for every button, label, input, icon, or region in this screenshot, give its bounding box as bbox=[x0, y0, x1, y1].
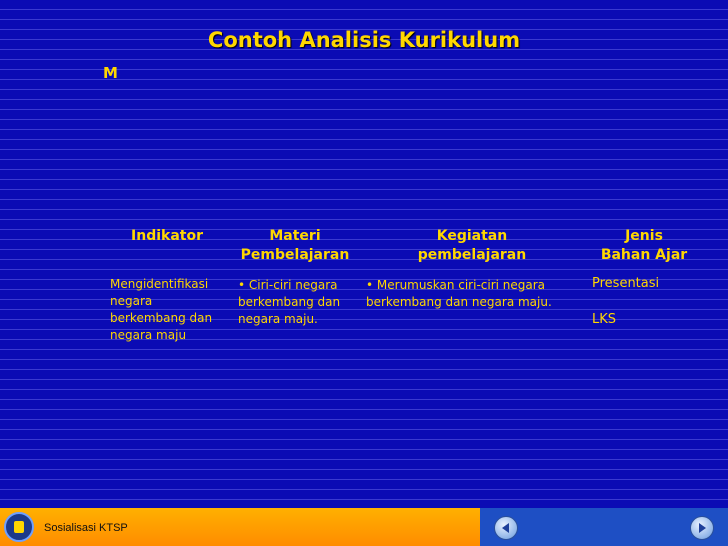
cell-kegiatan-line: Merumuskan ciri-ciri negara bbox=[376, 278, 546, 292]
cell-materi-line: Ciri-ciri negara bbox=[248, 278, 338, 292]
header-jenis-line2: Bahan Ajar bbox=[600, 247, 688, 263]
cell-indikator-line: negara bbox=[110, 294, 153, 308]
cell-kegiatan bbox=[366, 277, 576, 311]
slide-title: Contoh Analisis Kurikulum bbox=[207, 28, 521, 52]
cell-kegiatan-line: berkembang dan negara maju. bbox=[366, 295, 552, 309]
navigation-bar bbox=[480, 508, 728, 546]
cell-indikator bbox=[110, 276, 230, 344]
header-materi-line1: Materi bbox=[269, 228, 321, 244]
cell-jenis bbox=[592, 275, 702, 329]
cell-materi-line: berkembang dan bbox=[238, 295, 341, 309]
bullet-icon: • bbox=[238, 278, 246, 292]
footer-text: Sosialisasi KTSP bbox=[44, 522, 128, 534]
cell-jenis-item: Presentasi bbox=[592, 276, 660, 291]
cell-materi-line: negara maju. bbox=[238, 312, 318, 326]
slide-subtitle: M bbox=[103, 64, 118, 82]
cell-materi bbox=[238, 277, 360, 328]
header-materi-line2: Pembelajaran bbox=[240, 247, 350, 263]
bullet-icon: • bbox=[366, 278, 374, 292]
previous-slide-button[interactable] bbox=[494, 516, 518, 540]
cell-indikator-line: negara maju bbox=[110, 328, 187, 342]
emblem-icon bbox=[4, 512, 34, 542]
cell-indikator-line: berkembang dan bbox=[110, 311, 213, 325]
cell-indikator-line: Mengidentifikasi bbox=[110, 277, 209, 291]
next-slide-button[interactable] bbox=[690, 516, 714, 540]
header-materi bbox=[238, 227, 352, 265]
header-jenis-line1: Jenis bbox=[625, 228, 663, 244]
header-kegiatan-line2: pembelajaran bbox=[417, 247, 527, 263]
footer-bar bbox=[0, 508, 728, 546]
header-kegiatan bbox=[410, 227, 534, 265]
triangle-left-icon bbox=[500, 522, 512, 534]
triangle-right-icon bbox=[696, 522, 708, 534]
cell-jenis-item: LKS bbox=[592, 312, 617, 327]
header-kegiatan-line1: Kegiatan bbox=[436, 228, 508, 244]
header-jenis bbox=[598, 227, 690, 265]
header-indikator: Indikator bbox=[131, 228, 203, 244]
